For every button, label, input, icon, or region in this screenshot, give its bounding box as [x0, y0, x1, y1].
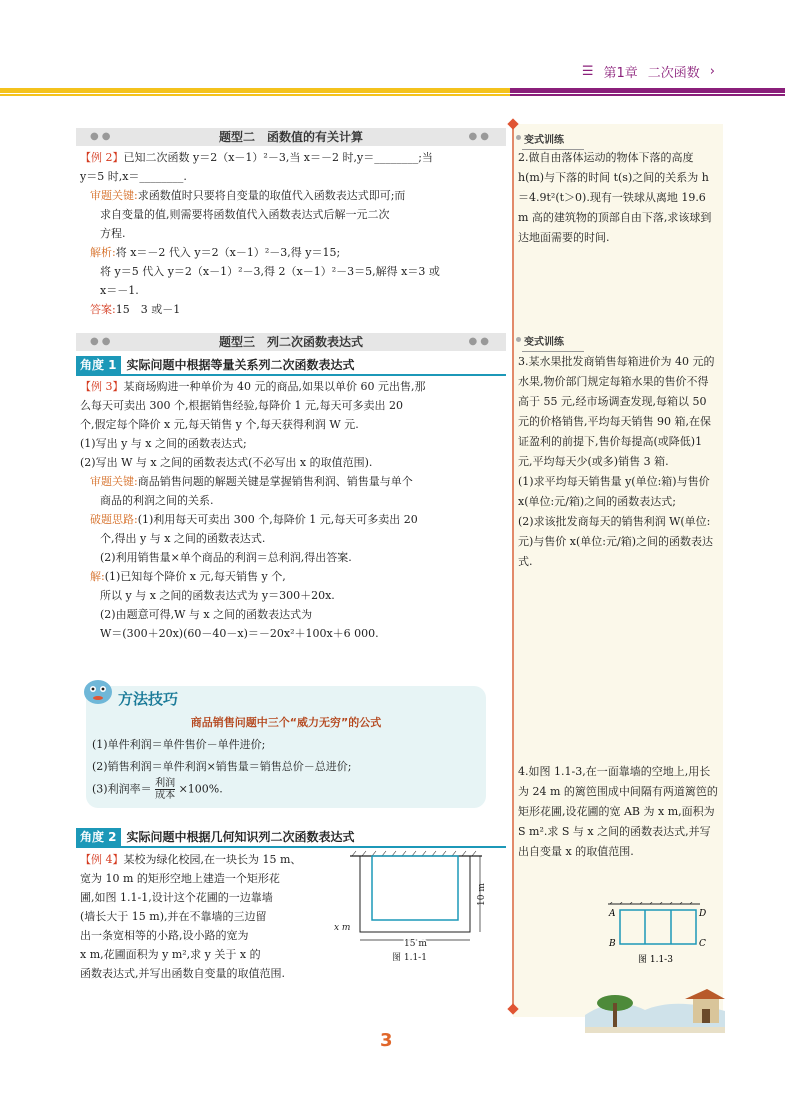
practice-problem-3-part1: (1)求平均每天销售量 y(单位:箱)与售价 x(单位:元/箱)之间的函数表达式;: [518, 475, 710, 508]
formula-3-suffix: ×100%.: [178, 782, 223, 796]
example-2: [80, 148, 500, 319]
example-text: 某校为绿化校园,在一块长为 15 m、: [123, 853, 302, 866]
list-icon: ☰: [581, 64, 594, 79]
example-text: 函数表达式,并写出函数自变量的取值范围.: [80, 967, 285, 980]
angle-tag: 角度 2: [76, 828, 121, 846]
key-text: 求自变量的值,则需要将函数值代入函数表达式后解一元二次: [100, 208, 390, 221]
page-number: 3: [380, 1030, 393, 1051]
solution-label: 解析:: [90, 246, 116, 259]
height-label: 10 m: [477, 883, 487, 906]
formula-3: [92, 778, 223, 801]
key-text: 求函数值时只要将自变量的取值代入函数表达式即可;而: [137, 189, 406, 202]
key-label: 审题关键:: [90, 475, 138, 488]
solution-text: (1)已知每个降价 x 元,每天销售 y 个,: [104, 570, 286, 583]
section-header-type2: ●● 题型二 函数值的有关计算 ●●: [76, 128, 506, 146]
point-d: D: [699, 909, 707, 919]
garden-rect: [620, 910, 696, 944]
example-text: (1)写出 y 与 x 之间的函数表达式;: [80, 437, 247, 450]
fraction-denominator: 成本: [155, 790, 176, 801]
angle-2-header: [76, 828, 355, 846]
mascot-icon: [80, 674, 116, 708]
practice-problem-3-stem: 3.某水果批发商销售每箱进价为 40 元的水果,物价部门规定每箱水果的售价不得高于 55 元,经市场调查发现,每箱以 50 元的价格销售,平均每天销售 90 箱,在保证盈利的前提下,售价每提高(或降低)1 元,平均每天少(或多)销售 3 箱.: [518, 355, 715, 468]
angle-1-header: [76, 356, 355, 374]
angle-tag: 角度 1: [76, 356, 121, 374]
solution-text: (2)由题意可得,W 与 x 之间的函数表达式为: [100, 608, 313, 621]
example-label: 【例 4】: [80, 853, 124, 866]
example-text: x m,花圃面积为 y m²,求 y 关于 x 的: [80, 948, 261, 961]
example-text: 宽为 10 m 的矩形空地上建造一个矩形花: [80, 872, 280, 885]
width-label: 15 m: [404, 939, 427, 949]
example-text: y＝5 时,x＝________.: [80, 170, 187, 183]
angle-title: 实际问题中根据等量关系列二次函数表达式: [126, 358, 355, 372]
example-text: 么每天可卖出 300 个,根据销售经验,每降价 1 元,每天可多卖出 20: [80, 399, 403, 412]
garden-rect: [372, 856, 458, 920]
answer-text: 15 3 或－1: [115, 303, 181, 316]
section-title: 题型二 函数值的有关计算: [218, 130, 363, 144]
chapter-number: 第1章: [603, 66, 638, 81]
example-text: 个,假定每个降价 x 元,每天销售 y 个,每天获得利润 W 元.: [80, 418, 359, 431]
section-title: 题型三 列二次函数表达式: [218, 335, 363, 349]
figure-1-1-3-caption: 图 1.1-3: [638, 955, 673, 965]
chapter-name: 二次函数: [647, 66, 700, 81]
formula-2: (2)销售利润＝单件利润×销售量＝销售总价－总进价;: [92, 760, 352, 773]
key-text: 商品的利润之间的关系.: [100, 494, 214, 507]
point-c: C: [699, 939, 706, 949]
key-text: 商品销售问题的解题关键是掌握销售利润、销售量与单个: [137, 475, 413, 488]
profit-fraction: [155, 778, 175, 801]
example-text: 某商场购进一种单价为 40 元的商品,如果以单价 60 元出售,那: [123, 380, 426, 393]
pavilion-illustration: [585, 985, 725, 1033]
example-text: (2)写出 W 与 x 之间的函数表达式(不必写出 x 的取值范围).: [80, 456, 373, 469]
angle-2-underline: [76, 846, 506, 848]
key-text: 方程.: [100, 227, 126, 240]
practice-problem-4: 4.如图 1.1-3,在一面靠墙的空地上,用长为 24 m 的篱笆围成中间隔有两道篱笆的矩形花圃,设花圃的宽 AB 为 x m,面积为 S m².求 S 与 x 之间的函数表达式,并写出自变量 x 的取值范围.: [518, 765, 718, 858]
example-3: [80, 377, 500, 643]
practice-tag-2: 变式训练: [524, 333, 564, 348]
header-bar-yellow: [0, 88, 510, 93]
idea-text: (1)利用每天可卖出 300 个,每降价 1 元,每天可多卖出 20: [137, 513, 418, 526]
key-label: 审题关键:: [90, 189, 138, 202]
path-width-label: x m: [334, 923, 351, 933]
solution-text: x＝－1.: [100, 284, 139, 297]
figure-1-1-1: [332, 850, 502, 965]
section-header-type3: ●● 题型三 列二次函数表达式 ●●: [76, 333, 506, 351]
example-label: 【例 2】: [80, 151, 124, 164]
formula-1: (1)单件利润＝单件售价－单件进价;: [92, 738, 266, 751]
example-4: [80, 850, 351, 983]
chevron-right-icon[interactable]: ›: [709, 64, 715, 79]
practice-problem-3: [518, 352, 718, 572]
chapter-nav[interactable]: [582, 62, 715, 81]
solution-label: 解:: [90, 570, 105, 583]
header-bar-yellow-thin: [0, 94, 510, 96]
fraction-numerator: 利润: [155, 778, 176, 789]
idea-label: 破题思路:: [90, 513, 138, 526]
idea-text: 个,得出 y 与 x 之间的函数表达式.: [100, 532, 266, 545]
example-text: (墙长大于 15 m),并在不靠墙的三边留: [80, 910, 267, 923]
point-a: A: [609, 909, 616, 919]
solution-text: 所以 y 与 x 之间的函数表达式为 y＝300＋20x.: [100, 589, 335, 602]
example-label: 【例 3】: [80, 380, 124, 393]
example-text: 圃,如图 1.1-1,设计这个花圃的一边靠墙: [80, 891, 273, 904]
answer-label: 答案:: [90, 303, 116, 316]
method-title: 方法技巧: [118, 690, 179, 708]
point-b: B: [609, 939, 616, 949]
solution-text: 将 y＝5 代入 y＝2（x－1）²－3,得 2（x－1）²－3＝5,解得 x＝3 或: [100, 265, 440, 278]
idea-text: (2)利用销售量×单个商品的利润＝总利润,得出答案.: [100, 551, 352, 564]
solution-text: W＝(300＋20x)(60－40－x)＝－20x²＋100x＋6 000.: [100, 627, 379, 640]
angle-1-underline: [76, 374, 506, 376]
practice-tag-1: 变式训练: [524, 131, 564, 146]
practice-problem-2: 2.做自由落体运动的物体下落的高度 h(m)与下落的时间 t(s)之间的关系为 h＝4.9t²(t＞0).现有一铁球从离地 19.6 m 高的建筑物的顶部自由下落,求该球到达地面需要的时间.: [518, 151, 712, 244]
figure-1-1-3: [600, 902, 710, 966]
example-text: 出一条宽相等的小路,设小路的宽为: [80, 929, 249, 942]
figure-1-1-1-caption: 图 1.1-1: [392, 953, 427, 963]
solution-text: 将 x＝－2 代入 y＝2（x－1）²－3,得 y＝15;: [115, 246, 341, 259]
angle-title: 实际问题中根据几何知识列二次函数表达式: [126, 830, 355, 844]
example-text: 已知二次函数 y＝2（x－1）²－3,当 x＝－2 时,y＝________;当: [123, 151, 433, 164]
header-bar-purple: [510, 88, 785, 93]
practice-problem-3-part2: (2)求该批发商每天的销售利润 W(单位:元)与售价 x(单位:元/箱)之间的函数表达式.: [518, 515, 713, 568]
method-subtitle: 商品销售问题中三个“威力无穷”的公式: [190, 716, 382, 729]
header-bar-purple-thin: [510, 94, 785, 96]
column-divider: [512, 124, 514, 1009]
formula-3-prefix: (3)利润率＝: [92, 782, 152, 796]
